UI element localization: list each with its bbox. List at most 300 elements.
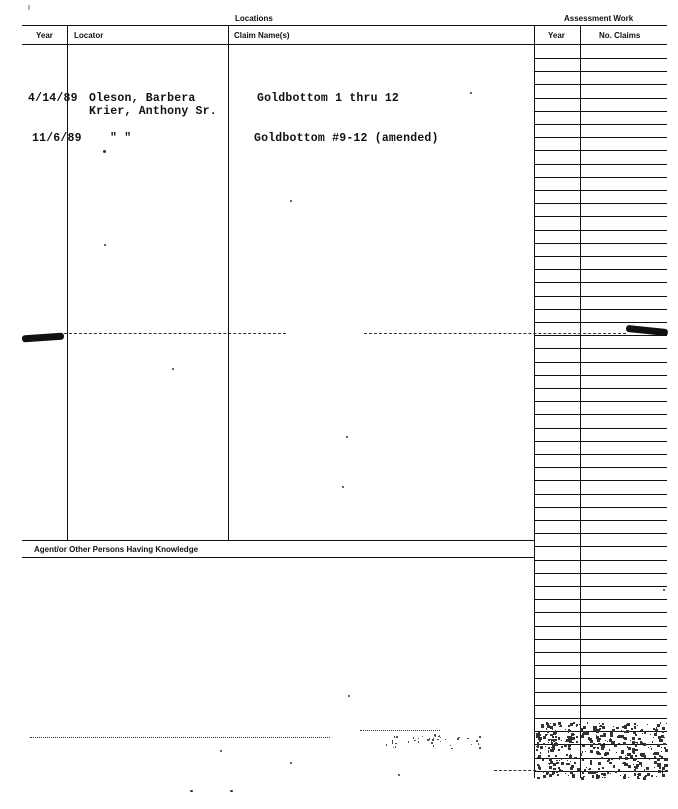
scan-noise-speck: [599, 723, 600, 724]
scan-noise-speck: [625, 757, 628, 760]
scan-noise-speck: [661, 747, 662, 748]
scan-noise-speck: [662, 774, 665, 777]
scan-noise-speck: [554, 764, 556, 766]
scan-noise-speck: [590, 763, 592, 765]
assessment-ledger-line: [534, 546, 667, 547]
scan-noise-speck: [429, 738, 431, 740]
assessment-ledger-line: [534, 84, 667, 85]
scan-noise-speck: [551, 742, 554, 745]
scan-noise-speck: [568, 775, 569, 776]
scan-noise-speck: [569, 739, 572, 742]
scan-speck: [346, 436, 348, 438]
scan-noise-speck: [439, 735, 441, 737]
scan-noise-speck: [648, 767, 649, 768]
scan-noise-speck: [543, 775, 546, 778]
scan-noise-speck: [627, 753, 630, 756]
assessment-ledger-line: [534, 692, 667, 693]
scan-noise-speck: [561, 740, 562, 741]
scan-noise-speck: [571, 733, 574, 736]
header-bottom-rule: [22, 44, 667, 45]
assessment-ledger-line: [534, 454, 667, 455]
scan-noise-speck: [642, 733, 643, 734]
scan-noise-speck: [588, 737, 591, 740]
scan-noise-speck: [662, 731, 664, 733]
scan-noise-speck: [657, 744, 660, 747]
scan-noise-speck: [574, 734, 575, 735]
scan-noise-speck: [664, 764, 667, 767]
scan-noise-speck: [565, 729, 567, 731]
scan-noise-speck: [658, 770, 661, 773]
assessment-ledger-line: [534, 599, 667, 600]
scan-noise-speck: [603, 733, 606, 736]
scan-noise-speck: [432, 739, 434, 741]
scan-noise-speck: [600, 753, 601, 754]
scan-speck: [342, 486, 344, 488]
scan-noise-speck: [662, 772, 664, 774]
assessment-ledger-line: [534, 58, 667, 59]
scan-noise-speck: [602, 726, 605, 729]
scan-noise-speck: [623, 742, 626, 745]
scan-noise-speck: [457, 738, 459, 740]
bottom-fold-line-right: [360, 730, 440, 731]
scan-noise-speck: [597, 752, 600, 755]
scan-noise-speck: [607, 772, 609, 774]
scan-speck: [663, 589, 665, 591]
scan-noise-speck: [665, 770, 668, 773]
header-top-rule: [22, 25, 667, 26]
scan-noise-speck: [602, 723, 604, 725]
scan-noise-speck: [598, 762, 601, 765]
scan-noise-speck: [395, 743, 397, 745]
scan-noise-speck: [549, 766, 552, 769]
scan-noise-speck: [635, 767, 638, 770]
scan-noise-speck: [539, 741, 540, 742]
scan-noise-speck: [536, 749, 538, 751]
scan-noise-speck: [550, 739, 551, 740]
assessment-ledger-line: [534, 388, 667, 389]
scan-noise-speck: [613, 726, 615, 728]
assessment-ledger-line: [534, 362, 667, 363]
scan-noise-speck: [662, 770, 663, 771]
scan-noise-speck: [602, 767, 604, 769]
col-header-year: Year: [36, 31, 53, 40]
assessment-ledger-line: [534, 177, 667, 178]
scan-noise-speck: [597, 731, 600, 734]
assessment-ledger-line: [534, 665, 667, 666]
scan-noise-speck: [659, 739, 662, 742]
scan-noise-speck: [650, 734, 651, 735]
scan-noise-speck: [664, 759, 667, 762]
assessment-ledger-line: [534, 612, 667, 613]
scan-noise-speck: [633, 764, 635, 766]
scan-noise-speck: [654, 767, 655, 768]
assessment-work-title: Assessment Work: [564, 14, 634, 23]
scan-speck: [103, 150, 106, 153]
scan-noise-speck: [583, 731, 587, 735]
assessment-ledger-line: [534, 401, 667, 402]
scan-speck: [104, 244, 106, 246]
scan-noise-speck: [622, 771, 624, 773]
scan-noise-speck: [581, 735, 584, 738]
scan-noise-speck: [610, 732, 613, 735]
scan-speck: [470, 92, 472, 94]
scan-noise-speck: [604, 753, 607, 756]
scan-noise-speck: [664, 748, 665, 749]
scan-noise-speck: [568, 745, 570, 747]
scan-noise-speck: [567, 763, 570, 766]
entry-2-claim: Goldbottom #9-12 (amended): [254, 132, 439, 145]
scan-noise-speck: [634, 723, 636, 725]
scan-noise-speck: [607, 760, 609, 762]
scan-noise-speck: [590, 744, 593, 747]
assessment-ledger-line: [534, 282, 667, 283]
scan-noise-speck: [604, 777, 606, 779]
scan-noise-speck: [632, 737, 635, 740]
scan-noise-speck: [637, 776, 640, 779]
scan-noise-speck: [567, 760, 568, 761]
scan-noise-speck: [663, 743, 666, 746]
scan-noise-speck: [550, 726, 553, 729]
scan-noise-speck: [647, 724, 648, 725]
scan-noise-speck: [560, 725, 562, 727]
scan-noise-speck: [561, 758, 563, 760]
scan-noise-speck: [652, 741, 654, 743]
scan-noise-speck: [580, 753, 582, 755]
scan-noise-speck: [550, 761, 553, 764]
assessment-ledger-line: [534, 520, 667, 521]
scan-noise-speck: [555, 736, 557, 738]
scan-noise-speck: [558, 737, 560, 739]
scan-noise-speck: [550, 731, 551, 732]
scan-noise-speck: [610, 773, 611, 774]
scan-noise-speck: [626, 730, 629, 733]
assessment-ledger-line: [534, 705, 667, 706]
assessment-ledger-line: [534, 98, 667, 99]
scan-noise-speck: [418, 741, 420, 743]
col-header-locator: Locator: [74, 31, 104, 40]
scan-noise-speck: [600, 744, 602, 746]
scan-noise-speck: [621, 750, 624, 753]
scan-noise-speck: [556, 760, 558, 762]
scan-noise-speck: [616, 752, 617, 753]
scan-noise-speck: [634, 727, 636, 729]
scan-noise-speck: [555, 732, 557, 734]
scan-noise-speck: [537, 742, 540, 745]
scan-noise-speck: [638, 738, 641, 741]
scan-noise-speck: [600, 738, 601, 739]
scan-noise-speck: [582, 745, 585, 748]
scan-noise-speck: [536, 746, 538, 748]
scan-noise-speck: [590, 740, 593, 743]
scan-noise-speck: [582, 771, 585, 774]
scan-noise-speck: [541, 758, 542, 759]
scan-noise-speck: [644, 755, 647, 758]
scan-noise-speck: [661, 756, 663, 758]
scan-noise-speck: [631, 728, 633, 730]
assessment-ledger-line: [534, 414, 667, 415]
scan-noise-speck: [550, 723, 551, 724]
assessment-ledger-line: [534, 348, 667, 349]
col-divider-locator-claims: [228, 26, 229, 540]
scan-noise-speck: [596, 771, 597, 772]
scan-noise-speck: [583, 727, 585, 729]
scan-noise-speck: [570, 754, 572, 756]
scan-noise-speck: [651, 748, 653, 750]
scan-noise-speck: [538, 737, 541, 740]
scan-noise-speck: [657, 759, 658, 760]
assessment-ledger-line: [534, 137, 667, 138]
col-header-assessment-year: Year: [548, 31, 565, 40]
scan-noise-speck: [650, 746, 651, 747]
scan-noise-speck: [386, 744, 388, 746]
scan-noise-speck: [587, 722, 589, 724]
scan-noise-speck: [554, 739, 557, 742]
scan-noise-speck: [576, 741, 578, 743]
scan-noise-speck: [451, 748, 453, 750]
scan-noise-speck: [548, 755, 550, 757]
scan-noise-speck: [540, 752, 542, 754]
scan-noise-speck: [635, 749, 637, 751]
scan-speck: [172, 368, 174, 370]
assessment-ledger-line: [534, 480, 667, 481]
scan-noise-speck: [647, 773, 650, 776]
scan-noise-speck: [593, 726, 596, 729]
assessment-ledger-line: [534, 652, 667, 653]
scan-noise-speck: [656, 752, 658, 754]
scan-noise-speck: [609, 762, 612, 765]
assessment-ledger-line: [534, 335, 667, 336]
scan-noise-speck: [613, 765, 616, 768]
scan-noise-speck: [561, 746, 563, 748]
scan-noise-speck: [549, 771, 551, 773]
assessment-ledger-line: [534, 639, 667, 640]
scan-noise-speck: [597, 747, 599, 749]
scan-noise-speck: [547, 734, 548, 735]
scan-noise-speck: [644, 732, 645, 733]
scan-noise-speck: [655, 733, 657, 735]
assessment-ledger-line: [534, 573, 667, 574]
scan-noise-speck: [615, 744, 616, 745]
assessment-ledger-line: [534, 203, 667, 204]
assessment-ledger-line: [534, 375, 667, 376]
assessment-ledger-line: [534, 586, 667, 587]
scan-noise-speck: [574, 762, 576, 764]
scan-noise-speck: [588, 771, 591, 774]
scan-noise-speck: [666, 723, 667, 724]
scan-noise-speck: [413, 737, 415, 739]
scan-noise-speck: [637, 766, 638, 767]
scan-noise-speck: [572, 774, 575, 777]
scan-noise-speck: [627, 746, 629, 748]
scan-noise-speck: [649, 759, 650, 760]
scan-noise-speck: [610, 738, 611, 739]
scan-noise-speck: [553, 772, 555, 774]
scan-noise-speck: [584, 769, 586, 771]
assessment-ledger-line: [534, 230, 667, 231]
assessment-ledger-line: [534, 296, 667, 297]
scan-speck: [348, 695, 350, 697]
scan-noise-speck: [467, 738, 469, 740]
entry-1-locator-line1: Oleson, Barbera: [89, 92, 196, 105]
scan-noise-speck: [542, 759, 544, 761]
scan-noise-speck: [479, 747, 481, 749]
scan-noise-speck: [614, 745, 617, 748]
scan-noise-speck: [556, 771, 558, 773]
scan-speck: [290, 200, 292, 202]
entry-2-year: 11/6/89: [32, 132, 82, 145]
scan-noise-speck: [576, 726, 577, 727]
assessment-ledger-line: [534, 626, 667, 627]
scan-noise-speck: [440, 741, 442, 743]
scan-noise-speck: [615, 771, 617, 773]
col-header-no-claims: No. Claims: [599, 31, 641, 40]
scan-noise-speck: [596, 735, 598, 737]
scan-noise-speck: [661, 751, 662, 752]
scan-noise-speck: [433, 745, 435, 747]
scan-noise-speck: [636, 755, 637, 756]
scan-noise-speck: [567, 736, 569, 738]
agent-section-label: Agent/or Other Persons Having Knowledge: [34, 545, 199, 554]
scan-noise-speck: [546, 774, 548, 776]
scan-noise-speck: [396, 736, 398, 738]
scan-noise-speck: [551, 749, 554, 752]
scan-speck: [290, 762, 292, 764]
scan-noise-speck: [643, 743, 646, 746]
scan-noise-speck: [545, 746, 546, 747]
scan-noise-speck: [624, 774, 626, 776]
scan-noise-speck: [561, 762, 564, 765]
assessment-ledger-line: [534, 150, 667, 151]
scan-noise-speck: [585, 751, 587, 753]
scan-noise-speck: [621, 735, 625, 739]
scan-noise-speck: [471, 744, 473, 746]
assessment-ledger-line: [534, 428, 667, 429]
scan-noise-speck: [556, 762, 559, 765]
scan-noise-speck: [641, 765, 643, 767]
bottom-fold-line-low: [494, 770, 536, 771]
scan-noise-speck: [558, 749, 560, 751]
scan-noise-speck: [605, 740, 606, 741]
scan-noise-speck: [570, 723, 573, 726]
entry-1-claim: Goldbottom 1 thru 12: [257, 92, 400, 105]
scan-noise-speck: [626, 724, 628, 726]
scan-noise-speck: [665, 749, 668, 752]
scan-noise-speck: [623, 776, 626, 779]
scan-noise-speck: [661, 735, 664, 738]
scan-noise-speck: [418, 738, 420, 740]
scan-noise-speck: [582, 759, 584, 761]
assessment-ledger-line: [534, 164, 667, 165]
scan-noise-speck: [539, 769, 541, 771]
scan-noise-speck: [570, 761, 571, 762]
scan-noise-speck: [641, 729, 643, 731]
scan-noise-speck: [623, 762, 625, 764]
scan-noise-speck: [619, 759, 621, 761]
scan-noise-speck: [431, 742, 433, 744]
scan-noise-speck: [621, 730, 623, 732]
scan-noise-speck: [611, 741, 614, 744]
scan-noise-speck: [593, 747, 595, 749]
scan-noise-speck: [635, 745, 637, 747]
entry-2-locator-ditto: " ": [110, 132, 132, 145]
scan-noise-speck: [601, 757, 603, 759]
scan-noise-speck: [393, 747, 395, 749]
scan-noise-speck: [549, 774, 552, 777]
scan-noise-speck: [571, 737, 574, 740]
scan-noise-speck: [551, 747, 552, 748]
fold-mark-left: [22, 333, 64, 343]
scan-noise-speck: [579, 724, 580, 725]
scan-noise-speck: [609, 749, 610, 750]
scan-noise-speck: [656, 776, 657, 777]
scan-noise-speck: [640, 753, 643, 756]
scan-noise-speck: [422, 736, 424, 738]
scan-noise-speck: [587, 732, 590, 735]
scan-noise-speck: [574, 757, 576, 759]
scan-speck: [190, 790, 193, 792]
fold-line-right: [364, 333, 626, 334]
assessment-ledger-line: [534, 124, 667, 125]
scan-noise-speck: [539, 734, 541, 736]
scan-noise-speck: [589, 768, 591, 770]
scan-noise-speck: [540, 746, 543, 749]
assessment-ledger-line: [534, 467, 667, 468]
scan-noise-speck: [590, 750, 593, 753]
scan-noise-speck: [576, 736, 578, 738]
scan-noise-speck: [624, 737, 627, 740]
scan-noise-speck: [552, 729, 553, 730]
page-mark: I: [28, 5, 30, 12]
scan-speck: [398, 774, 400, 776]
scan-noise-speck: [616, 727, 618, 729]
assessment-ledger-line: [534, 269, 667, 270]
scan-noise-speck: [657, 763, 660, 766]
scan-noise-speck: [573, 722, 575, 724]
scan-noise-speck: [582, 751, 584, 753]
scan-noise-speck: [586, 767, 588, 769]
scan-noise-speck: [657, 724, 660, 727]
scan-noise-speck: [648, 747, 649, 748]
agent-section-rule: [22, 557, 534, 558]
scan-noise-speck: [599, 728, 601, 730]
scan-noise-speck: [662, 727, 665, 730]
scan-noise-speck: [566, 754, 569, 757]
scan-noise-speck: [633, 732, 636, 735]
scan-speck: [220, 750, 222, 752]
bottom-fold-line-left: [30, 737, 330, 738]
scan-noise-speck: [598, 768, 600, 770]
assessment-ledger-line: [534, 441, 667, 442]
scan-noise-speck: [555, 742, 557, 744]
assessment-ledger-line: [534, 216, 667, 217]
scan-noise-speck: [637, 774, 638, 775]
scan-noise-speck: [395, 746, 397, 748]
scan-noise-speck: [655, 729, 658, 732]
entry-1-year: 4/14/89: [28, 92, 78, 105]
scan-noise-speck: [592, 775, 595, 778]
scan-noise-speck: [543, 771, 544, 772]
scan-noise-speck: [653, 737, 654, 738]
scan-noise-speck: [434, 734, 436, 736]
scan-noise-speck: [545, 734, 546, 735]
scan-noise-speck: [478, 743, 480, 745]
scan-noise-speck: [635, 742, 637, 744]
scan-noise-speck: [476, 740, 478, 742]
assessment-ledger-line: [534, 71, 667, 72]
scan-noise-speck: [597, 775, 599, 777]
scan-noise-speck: [555, 755, 557, 757]
scan-noise-speck: [620, 775, 621, 776]
